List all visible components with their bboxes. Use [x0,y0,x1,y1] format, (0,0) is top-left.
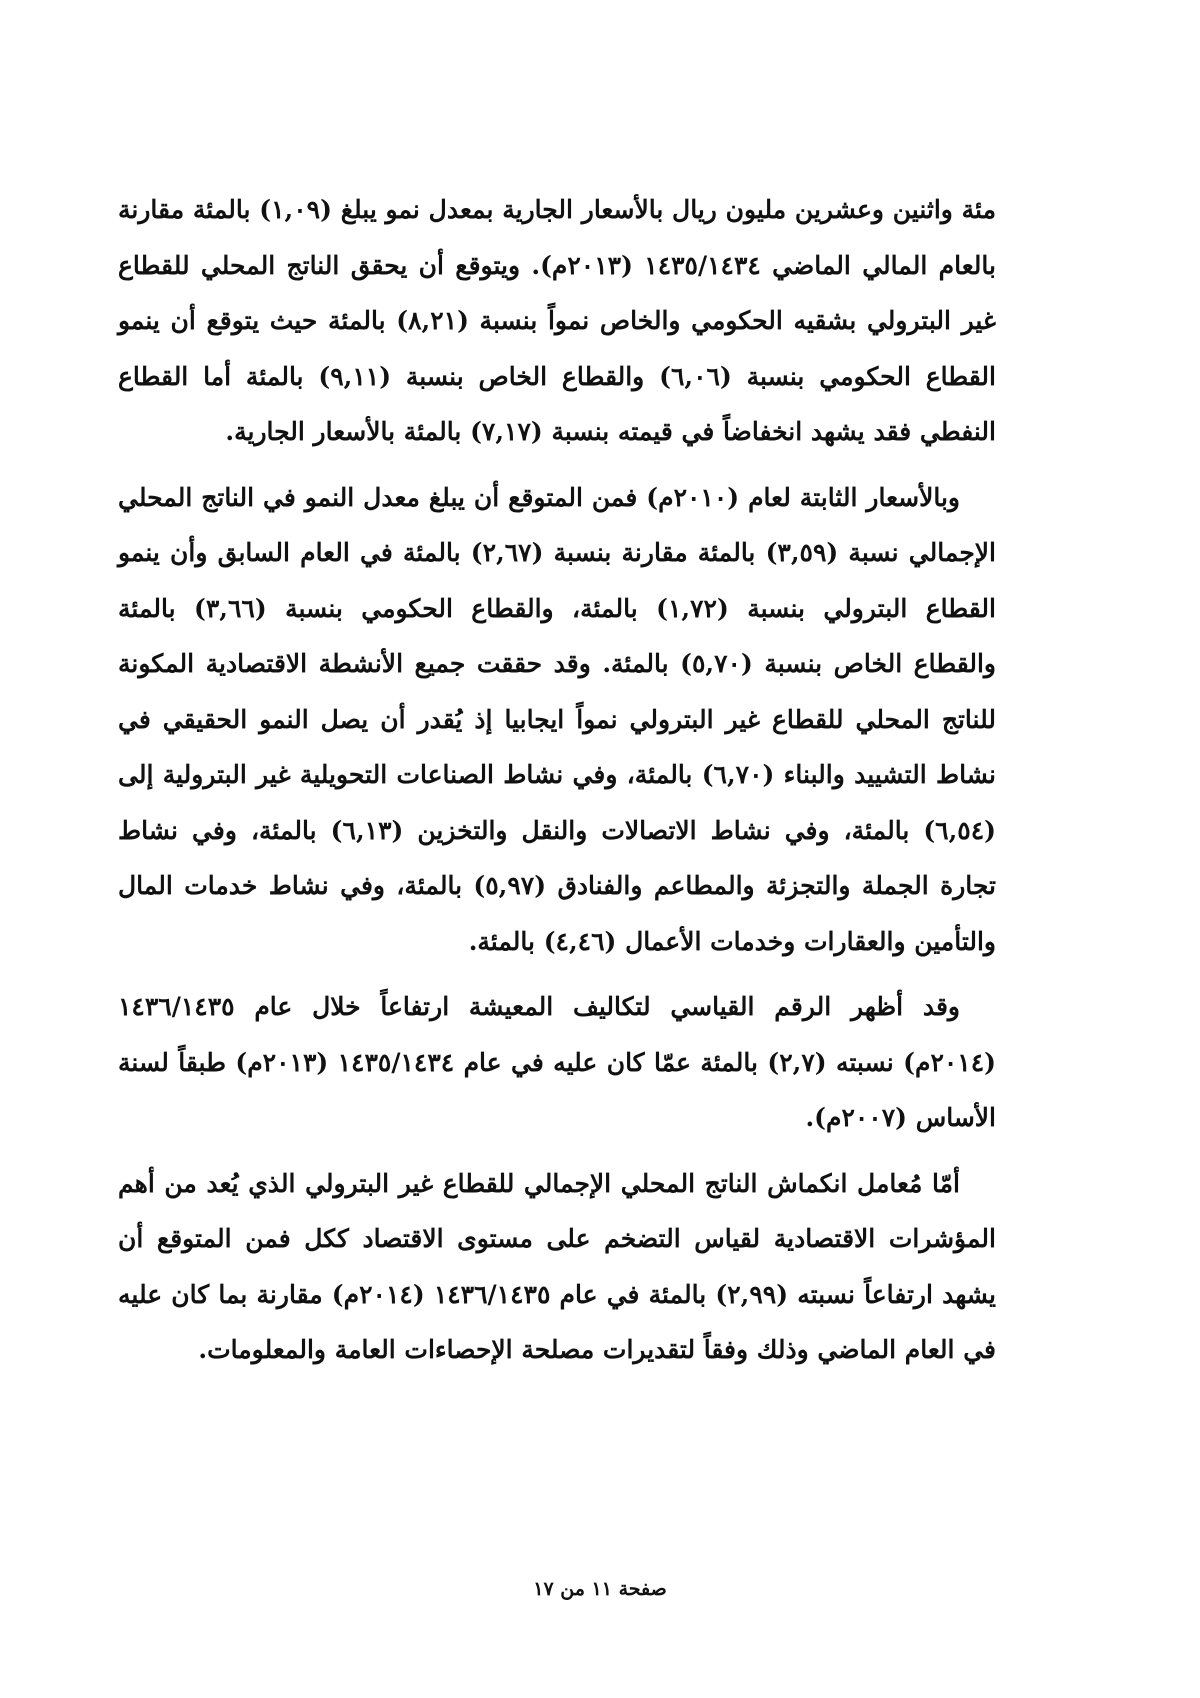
paragraph-gdp-current-prices: مئة واثنين وعشرين مليون ريال بالأسعار الجارية بمعدل نمو يبلغ (١,٠٩) بالمئة مقارنة بالعام المالي الماضي ١٤٣٥/١٤٣٤ (٢٠١٣م). ويتوقع أن يحقق الناتج المحلي للقطاع غير البترولي بشقيه الحكومي والخاص نمواً بنسبة (٨,٢١) بالمئة حيث يتوقع أن ينمو القطاع الحكومي بنسبة (٦,٠٦) والقطاع الخاص بنسبة (٩,١١) بالمئة أما القطاع النفطي فقد يشهد انخفاضاً في قيمته بنسبة (٧,١٧) بالمئة بالأسعار الجارية. [118,195,996,446]
paragraph-gdp-deflator: أمّا مُعامل انكماش الناتج المحلي الإجمالي للقطاع غير البترولي الذي يُعد من أهم المؤشرات الاقتصادية لقياس التضخم على مستوى الاقتصاد ككل فمن المتوقع أن يشهد ارتفاعاً نسبته (٢,٩٩) بالمئة في عام ١٤٣٦/١٤٣٥ (٢٠١٤م) مقارنة بما كان عليه في العام الماضي وذلك وفقاً لتقديرات مصلحة الإحصاءات العامة والمعلومات. [118,1168,996,1364]
document-body [118,182,996,1388]
paragraph-cost-of-living-index: وقد أظهر الرقم القياسي لتكاليف المعيشة ارتفاعاً خلال عام ١٤٣٦/١٤٣٥ (٢٠١٤م) نسبته (٢,٧) بالمئة عمّا كان عليه في عام ١٤٣٥/١٤٣٤ (٢٠١٣م) طبقاً لسنة الأساس (٢٠٠٧م). [118,992,996,1132]
page-number-footer: صفحة ١١ من ١٧ [533,1578,667,1600]
paragraph-gdp-constant-prices: وبالأسعار الثابتة لعام (٢٠١٠م) فمن المتوقع أن يبلغ معدل النمو في الناتج المحلي الإجمالي نسبة (٣,٥٩) بالمئة مقارنة بنسبة (٢,٦٧) بالمئة في العام السابق وأن ينمو القطاع البترولي بنسبة (١,٧٢) بالمئة، والقطاع الحكومي بنسبة (٣,٦٦) بالمئة والقطاع الخاص بنسبة (٥,٧٠) بالمئة. وقد حققت جميع الأنشطة الاقتصادية المكونة للناتج المحلي للقطاع غير البترولي نمواً ايجابيا إذ يُقدر أن يصل النمو الحقيقي في نشاط التشييد والبناء (٦,٧٠) بالمئة، وفي نشاط الصناعات التحويلية غير البترولية إلى (٦,٥٤) بالمئة، وفي نشاط الاتصالات والنقل والتخزين (٦,١٣) بالمئة، وفي نشاط تجارة الجملة والتجزئة والمطاعم والفنادق (٥,٩٧) بالمئة، وفي نشاط خدمات المال والتأمين والعقارات وخدمات الأعمال (٤,٤٦) بالمئة. [118,482,997,956]
